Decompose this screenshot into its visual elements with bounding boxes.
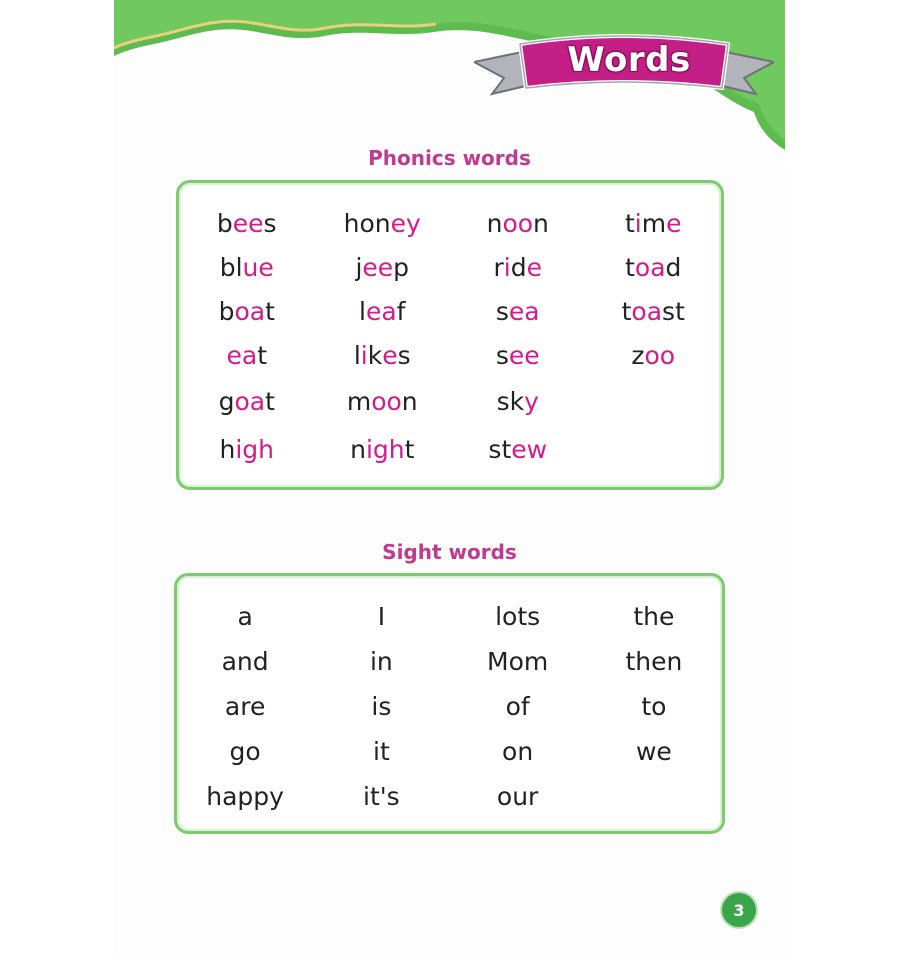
phonics-sound-highlight: ea: [226, 340, 258, 370]
phonics-sound-highlight: e: [526, 252, 542, 282]
phonics-letters: t: [625, 252, 635, 282]
phonics-sound-highlight: ew: [511, 434, 548, 464]
phonics-word: [179, 425, 315, 473]
phonics-sound-highlight: ee: [362, 252, 394, 282]
phonics-word: [586, 245, 722, 289]
phonics-sound-highlight: oa: [631, 296, 663, 326]
phonics-word: [450, 245, 586, 289]
phonics-letters: hon: [343, 208, 391, 238]
phonics-letters: n: [486, 208, 503, 238]
phonics-word: [315, 201, 451, 245]
phonics-letters: st: [662, 296, 685, 326]
phonics-word: [450, 201, 586, 245]
phonics-letters: p: [393, 252, 410, 282]
phonics-letters: d: [510, 252, 527, 282]
phonics-sound-highlight: i: [503, 252, 511, 282]
sight-word: I: [377, 602, 386, 631]
sight-word: go: [229, 737, 261, 766]
phonics-letters: t: [265, 296, 275, 326]
phonics-letters: t: [257, 340, 267, 370]
phonics-sound-highlight: e: [666, 208, 682, 238]
phonics-sound-highlight: ea: [365, 296, 397, 326]
phonics-word: [315, 289, 451, 333]
phonics-sound-highlight: y: [524, 386, 539, 416]
phonics-letters: h: [219, 434, 236, 464]
phonics-word: [586, 425, 722, 473]
phonics-word: [315, 377, 451, 425]
sight-word: to: [641, 692, 667, 721]
phonics-word: [179, 333, 315, 377]
workbook-page: [114, 0, 785, 959]
phonics-letters: bl: [219, 252, 243, 282]
phonics-letters: b: [218, 296, 235, 326]
sight-word: it's: [363, 782, 400, 811]
phonics-word: [315, 425, 451, 473]
sight-word: a: [237, 602, 253, 631]
page-number-badge: 3: [722, 893, 756, 927]
phonics-word: [179, 201, 315, 245]
sight-word: our: [496, 782, 539, 811]
phonics-letters: z: [631, 340, 645, 370]
sight-word: lots: [495, 602, 541, 631]
phonics-letters: t: [621, 296, 632, 326]
phonics-word: [450, 377, 586, 425]
phonics-letters: m: [641, 208, 667, 238]
sight-section-title: Sight words: [382, 540, 517, 564]
phonics-word: [586, 289, 722, 333]
phonics-word: [586, 201, 722, 245]
phonics-word: [315, 245, 451, 289]
phonics-sound-highlight: ey: [390, 208, 421, 238]
phonics-letters: sk: [496, 386, 525, 416]
page-title: Words: [567, 40, 691, 80]
sight-word: Mom: [487, 647, 549, 676]
sight-word: we: [635, 737, 672, 766]
phonics-letters: r: [493, 252, 504, 282]
phonics-sound-highlight: igh: [365, 434, 405, 464]
phonics-sound-highlight: i: [634, 208, 642, 238]
phonics-sound-highlight: oa: [234, 386, 266, 416]
phonics-sound-highlight: igh: [235, 434, 275, 464]
empty-cell: [586, 774, 722, 819]
sight-word-box: [174, 573, 725, 834]
phonics-letters: st: [488, 434, 512, 464]
phonics-letters: n: [533, 208, 549, 238]
phonics-sound-highlight: ee: [508, 340, 540, 370]
sight-word: happy: [206, 782, 284, 811]
sight-word: and: [221, 647, 269, 676]
phonics-word: [315, 333, 451, 377]
sight-word: on: [502, 737, 534, 766]
phonics-word-box: [176, 180, 724, 490]
phonics-word: [586, 333, 722, 377]
sight-word: then: [625, 647, 683, 676]
phonics-word: [179, 289, 315, 333]
phonics-letters: s: [397, 340, 411, 370]
phonics-letters: n: [350, 434, 366, 464]
phonics-letters: d: [665, 252, 682, 282]
sight-word: it: [373, 737, 390, 766]
phonics-word: [450, 289, 586, 333]
phonics-letters: g: [218, 386, 235, 416]
phonics-letters: t: [265, 386, 275, 416]
phonics-letters: b: [216, 208, 233, 238]
phonics-sound-highlight: ue: [242, 252, 274, 282]
phonics-sound-highlight: oo: [644, 340, 676, 370]
phonics-letters: t: [404, 434, 415, 464]
sight-word: the: [633, 602, 675, 631]
phonics-sound-highlight: ee: [232, 208, 264, 238]
phonics-word: [450, 333, 586, 377]
phonics-letters: j: [355, 252, 363, 282]
phonics-sound-highlight: oo: [371, 386, 402, 416]
phonics-word: [179, 377, 315, 425]
sight-word: of: [505, 692, 530, 721]
phonics-letters: m: [346, 386, 372, 416]
phonics-word: [179, 245, 315, 289]
phonics-letters: s: [263, 208, 277, 238]
phonics-sound-highlight: oa: [634, 252, 666, 282]
phonics-letters: k: [367, 340, 383, 370]
sight-word-grid: [177, 576, 722, 831]
phonics-letters: l: [353, 340, 361, 370]
phonics-letters: l: [359, 296, 366, 326]
phonics-word-grid: [179, 183, 721, 487]
sight-word: in: [369, 647, 393, 676]
phonics-sound-highlight: oa: [234, 296, 266, 326]
phonics-sound-highlight: e: [382, 340, 398, 370]
phonics-sound-highlight: oo: [502, 208, 534, 238]
phonics-sound-highlight: i: [360, 340, 368, 370]
phonics-letters: s: [495, 296, 509, 326]
phonics-word: [450, 425, 586, 473]
sight-word: are: [224, 692, 266, 721]
phonics-section-title: Phonics words: [368, 146, 531, 170]
phonics-letters: n: [401, 386, 418, 416]
phonics-letters: t: [624, 208, 635, 238]
phonics-letters: s: [495, 340, 509, 370]
phonics-letters: f: [396, 296, 406, 326]
phonics-word: [586, 377, 722, 425]
phonics-sound-highlight: ea: [508, 296, 540, 326]
sight-word: is: [371, 692, 392, 721]
